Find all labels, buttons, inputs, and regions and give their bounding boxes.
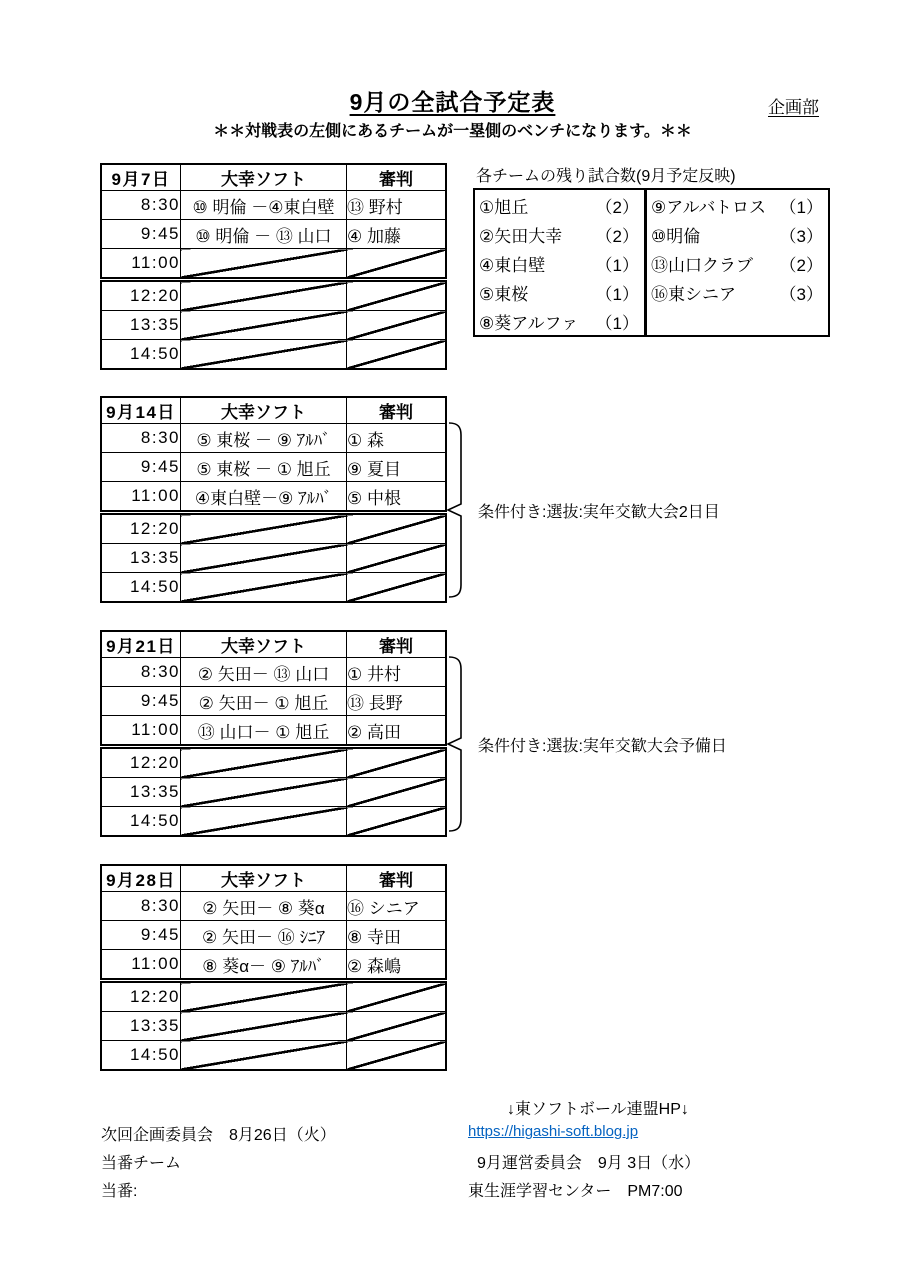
schedule-row: [101, 716, 446, 747]
remaining-team-row: [647, 220, 828, 249]
schedule-row: [101, 658, 446, 687]
crossed-umpire-cell: [347, 807, 447, 837]
notice-subtitle: ＊＊対戦表の左側にあるチームが一塁側のベンチになります。＊＊: [213, 123, 692, 140]
crossed-match-cell: [181, 249, 347, 280]
team-name: ⑩明倫: [651, 227, 701, 246]
schedule-table: [100, 864, 447, 1071]
page-title: 9月の全試合予定表: [349, 89, 556, 115]
schedule-row: [101, 573, 446, 603]
umpire-column-header: 審判: [347, 865, 447, 892]
committee-meeting-line: 9月運営委員会 9月 3日（水）: [477, 1155, 701, 1172]
time-cell: 14:50: [101, 573, 181, 603]
schedule-header-row: [101, 164, 446, 191]
schedule-row: [101, 544, 446, 573]
duty-line: 当番:: [101, 1183, 138, 1200]
schedule-row: [101, 249, 446, 280]
time-cell: 9:45: [101, 687, 181, 716]
crossed-match-cell: [181, 544, 347, 573]
crossed-match-cell: [181, 981, 347, 1012]
time-cell: 12:20: [101, 280, 181, 311]
crossed-match-cell: [181, 280, 347, 311]
time-cell: 14:50: [101, 340, 181, 370]
games-count: （3）: [779, 227, 823, 246]
match-cell: ② 矢田－ ⑬ 山口: [181, 658, 347, 687]
schedule-table: [100, 396, 447, 603]
schedule-table-block: [100, 630, 890, 836]
time-cell: 9:45: [101, 220, 181, 249]
crossed-umpire-cell: [347, 778, 447, 807]
time-cell: 11:00: [101, 950, 181, 981]
remaining-games-title: 各チームの残り試合数(9月予定反映): [476, 168, 736, 185]
remaining-team-row: [475, 278, 644, 307]
schedule-row: [101, 340, 446, 370]
remaining-team-row: [475, 220, 644, 249]
schedule-row: [101, 513, 446, 544]
umpire-column-header: 審判: [347, 164, 447, 191]
schedule-header-row: [101, 865, 446, 892]
team-name: ⑬山口クラブ: [651, 256, 753, 275]
schedule-row: [101, 687, 446, 716]
schedule-row: [101, 892, 446, 921]
teams-column-header: 大幸ソフト: [181, 397, 347, 424]
team-name: ⑧葵アルファ: [479, 314, 579, 333]
remaining-team-row: [475, 249, 644, 278]
crossed-umpire-cell: [347, 249, 447, 280]
time-cell: 8:30: [101, 424, 181, 453]
time-cell: 13:35: [101, 544, 181, 573]
crossed-match-cell: [181, 1041, 347, 1071]
umpire-cell: ⑧ 寺田: [347, 921, 447, 950]
remaining-team-row: [475, 307, 644, 336]
schedule-date-cell: 9月21日: [101, 631, 181, 658]
games-count: （2）: [779, 256, 823, 275]
crossed-match-cell: [181, 513, 347, 544]
games-count: （2）: [595, 198, 639, 217]
crossed-umpire-cell: [347, 747, 447, 778]
team-name: ①旭丘: [479, 198, 529, 217]
time-cell: 11:00: [101, 716, 181, 747]
team-name: ②矢田大幸: [479, 227, 563, 246]
crossed-umpire-cell: [347, 311, 447, 340]
curly-brace-icon: [446, 422, 466, 603]
schedule-row: [101, 921, 446, 950]
crossed-match-cell: [181, 747, 347, 778]
games-count: （1）: [595, 285, 639, 304]
time-cell: 14:50: [101, 1041, 181, 1071]
schedule-table: [100, 630, 447, 837]
schedule-row: [101, 424, 446, 453]
umpire-cell: ⑤ 中根: [347, 482, 447, 513]
crossed-match-cell: [181, 778, 347, 807]
games-count: （1）: [779, 198, 823, 217]
crossed-match-cell: [181, 573, 347, 603]
match-cell: ⑤ 東桜 － ① 旭丘: [181, 453, 347, 482]
umpire-cell: ② 高田: [347, 716, 447, 747]
schedule-table-block: [100, 864, 890, 1070]
teams-column-header: 大幸ソフト: [181, 164, 347, 191]
hp-arrow-label: ↓東ソフトボール連盟HP↓: [507, 1101, 689, 1118]
umpire-cell: ④ 加藤: [347, 220, 447, 249]
schedule-row: [101, 453, 446, 482]
time-cell: 13:35: [101, 311, 181, 340]
match-cell: ⑩ 明倫 －④東白壁: [181, 191, 347, 220]
games-count: （2）: [595, 227, 639, 246]
department-label: 企画部: [768, 98, 819, 117]
umpire-column-header: 審判: [347, 631, 447, 658]
match-cell: ② 矢田－ ① 旭丘: [181, 687, 347, 716]
schedule-row: [101, 747, 446, 778]
crossed-match-cell: [181, 1012, 347, 1041]
time-cell: 9:45: [101, 453, 181, 482]
remaining-team-row: [475, 191, 644, 220]
umpire-cell: ⑬ 野村: [347, 191, 447, 220]
time-cell: 12:20: [101, 981, 181, 1012]
crossed-umpire-cell: [347, 1012, 447, 1041]
time-cell: 12:20: [101, 513, 181, 544]
remaining-team-row: [647, 249, 828, 278]
teams-column-header: 大幸ソフト: [181, 865, 347, 892]
match-cell: ⑤ 東桜 － ⑨ ｱﾙﾊﾞ: [181, 424, 347, 453]
schedule-header-row: [101, 631, 446, 658]
schedule-row: [101, 778, 446, 807]
match-cell: ⑩ 明倫 － ⑬ 山口: [181, 220, 347, 249]
schedule-table-block: [100, 396, 890, 602]
schedule-date-cell: 9月28日: [101, 865, 181, 892]
umpire-column-header: 審判: [347, 397, 447, 424]
schedule-row: [101, 807, 446, 837]
schedule-row: [101, 1041, 446, 1071]
time-cell: 8:30: [101, 892, 181, 921]
time-cell: 8:30: [101, 191, 181, 220]
games-count: （1）: [595, 314, 639, 333]
venue-line: 東生涯学習センター PM7:00: [468, 1183, 683, 1200]
umpire-cell: ⑯ シニア: [347, 892, 447, 921]
crossed-umpire-cell: [347, 1041, 447, 1071]
schedule-row: [101, 981, 446, 1012]
umpire-cell: ① 森: [347, 424, 447, 453]
schedule-row: [101, 950, 446, 981]
schedule-row: [101, 311, 446, 340]
next-meeting-line: 次回企画委員会 8月26日（火）: [101, 1127, 336, 1144]
time-cell: 12:20: [101, 747, 181, 778]
match-cell: ⑧ 葵α－ ⑨ ｱﾙﾊﾞ: [181, 950, 347, 981]
remaining-team-row: [647, 191, 828, 220]
umpire-cell: ⑨ 夏目: [347, 453, 447, 482]
crossed-match-cell: [181, 807, 347, 837]
crossed-match-cell: [181, 340, 347, 370]
schedule-date-cell: 9月7日: [101, 164, 181, 191]
umpire-cell: ② 森嶋: [347, 950, 447, 981]
team-name: ⑤東桜: [479, 285, 529, 304]
curly-brace-icon: [446, 656, 466, 837]
schedule-annotation: 条件付き:選抜:実年交歓大会2日目: [478, 503, 720, 521]
remaining-team-row: [647, 278, 828, 307]
match-cell: ④東白壁－⑨ ｱﾙﾊﾞ: [181, 482, 347, 513]
crossed-umpire-cell: [347, 340, 447, 370]
team-name: ⑨アルバトロス: [651, 198, 767, 217]
schedule-row: [101, 280, 446, 311]
schedule-row: [101, 220, 446, 249]
schedule-row: [101, 482, 446, 513]
remaining-games-right-column: [647, 190, 828, 335]
match-cell: ⑬ 山口－ ① 旭丘: [181, 716, 347, 747]
crossed-umpire-cell: [347, 513, 447, 544]
duty-team-line: 当番チーム: [101, 1155, 182, 1172]
games-count: （3）: [779, 285, 823, 304]
schedule-table: [100, 163, 447, 370]
crossed-umpire-cell: [347, 573, 447, 603]
team-name: ④東白壁: [479, 256, 546, 275]
crossed-umpire-cell: [347, 981, 447, 1012]
games-count: （1）: [595, 256, 639, 275]
crossed-umpire-cell: [347, 544, 447, 573]
umpire-cell: ⑬ 長野: [347, 687, 447, 716]
time-cell: 9:45: [101, 921, 181, 950]
schedule-row: [101, 191, 446, 220]
schedule-header-row: [101, 397, 446, 424]
match-cell: ② 矢田－ ⑯ ｼﾆｱ: [181, 921, 347, 950]
time-cell: 13:35: [101, 778, 181, 807]
time-cell: 8:30: [101, 658, 181, 687]
schedule-annotation: 条件付き:選抜:実年交歓大会予備日: [478, 737, 727, 755]
time-cell: 14:50: [101, 807, 181, 837]
crossed-umpire-cell: [347, 280, 447, 311]
teams-column-header: 大幸ソフト: [181, 631, 347, 658]
team-name: ⑯東シニア: [651, 285, 736, 304]
umpire-cell: ① 井村: [347, 658, 447, 687]
crossed-match-cell: [181, 311, 347, 340]
remaining-games-left-column: [475, 190, 647, 335]
remaining-games-table: [473, 188, 830, 337]
time-cell: 11:00: [101, 482, 181, 513]
match-cell: ② 矢田－ ⑧ 葵α: [181, 892, 347, 921]
schedule-date-cell: 9月14日: [101, 397, 181, 424]
hp-link[interactable]: https://higashi-soft.blog.jp: [468, 1123, 639, 1140]
time-cell: 11:00: [101, 249, 181, 280]
schedule-row: [101, 1012, 446, 1041]
time-cell: 13:35: [101, 1012, 181, 1041]
